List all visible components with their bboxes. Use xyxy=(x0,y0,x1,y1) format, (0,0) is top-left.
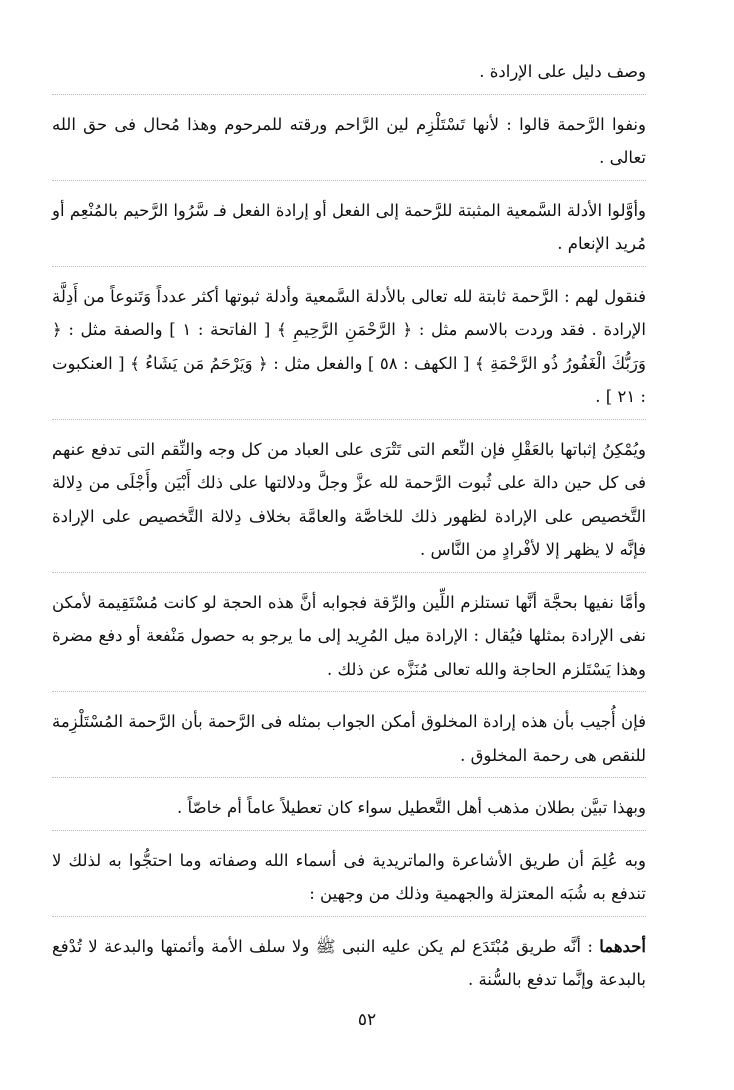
paragraph xyxy=(52,844,646,917)
paragraph-text: فنقول لهم : الرَّحمة ثابتة لله تعالى بالأدلة السَّمعية وأدلة ثبوتها أكثر عدداً وَتَنوعاً من أَدِلَّة الإرادة . فقد وردت بالاسم مثل : ﴿ الرَّحْمَنِ الرَّحِيمِ ﴾ [ الفاتحة : ١ ] والصفة مثل : ﴿ وَرَبُّكَ الْغَفُورُ ذُو الرَّحْمَةِ ﴾ [ الكهف : ٥٨ ] والفعل مثل : ﴿ وَيَرْحَمُ مَن يَشَاءُ ﴾ [ العنكبوت : ٢١ ] . xyxy=(52,286,646,406)
paragraph-lead: أحدهما xyxy=(599,936,646,956)
paragraph-text: ونفوا الرَّحمة قالوا : لأنها تَسْتَلْزِم لين الرَّاحم ورقته للمرحوم وهذا مُحال فى حق الله تعالى . xyxy=(52,114,646,167)
paragraph xyxy=(52,586,646,693)
paragraph xyxy=(52,705,646,778)
page-number: ٥٢ xyxy=(357,1010,377,1030)
paragraph xyxy=(52,55,646,95)
paragraph xyxy=(52,280,646,420)
paragraph-text: : أنَّه طريق مُبْتَدَع لم يكن عليه النبى ﷺ ولا سلف الأمة وأئمتها والبدعة لا تُدْفع بالبدعة وإنَّما تدفع بالسُّنة . xyxy=(52,936,646,989)
paragraph-text: وصف دليل على الإرادة . xyxy=(479,62,646,81)
paragraph xyxy=(52,194,646,267)
paragraph xyxy=(52,108,646,181)
page-body xyxy=(52,55,646,1002)
paragraph xyxy=(52,433,646,573)
paragraph-text: وبهذا تبيَّن بطلان مذهب أهل التَّعطيل سواء كان تعطيلاً عاماً أم خاصّاً . xyxy=(177,798,646,817)
paragraph-text: وأوَّلوا الأدلة السَّمعية المثبتة للرَّحمة إلى الفعل أو إرادة الفعل فـ سَّرُوا الرَّحيم بالمُنْعِم أو مُريد الإنعام . xyxy=(52,200,646,253)
paragraph-text: وأمَّا نفيها بحجَّة أنَّها تستلزم اللِّين والرِّقة فجوابه أنَّ هذه الحجة لو كانت مُسْتَقِيمة لأمكن نفى الإرادة بمثلها فيُقال : الإرادة ميل المُرِيد إلى ما يرجو به حصول مَنْفعة أو دفع مضرة وهذا يَسْتَلزم الحاجة والله تعالى مُنَزَّه عن ذلك . xyxy=(52,592,646,679)
paragraph-text: ويُمْكِنُ إثباتها بالعَقْلِ فإن النِّعم التى تَتْرَى على العباد من كل وجه والنِّقم التى تدفع عنهم فى كل حين دالة على ثُبوت الرَّحمة لله عزَّ وجلَّ ودلالتها على ذلك أَبْيَن وأَجْلَى من دِلالة التَّخصيص على الإرادة لظهور ذلك للخاصَّة والعامَّة بخلاف دِلالة التَّخصيص على الإرادة فإنَّه لا يظهر إلا لأفْرادٍ من النَّاس . xyxy=(52,439,646,559)
paragraph xyxy=(52,791,646,831)
paragraph-text: وبه عُلِمَ أن طريق الأشاعرة والماتريدية فى أسماء الله وصفاته وما احتجُّوا به لذلك لا تندفع به شُبَه المعتزلة والجهمية وذلك من وجهين : xyxy=(52,850,646,903)
paragraph-text: فإن أُجيب بأن هذه إرادة المخلوق أمكن الجواب بمثله فى الرَّحمة بأن الرَّحمة المُسْتَلْزِمة للنقص هى رحمة المخلوق . xyxy=(52,712,646,765)
paragraph xyxy=(52,930,646,1002)
